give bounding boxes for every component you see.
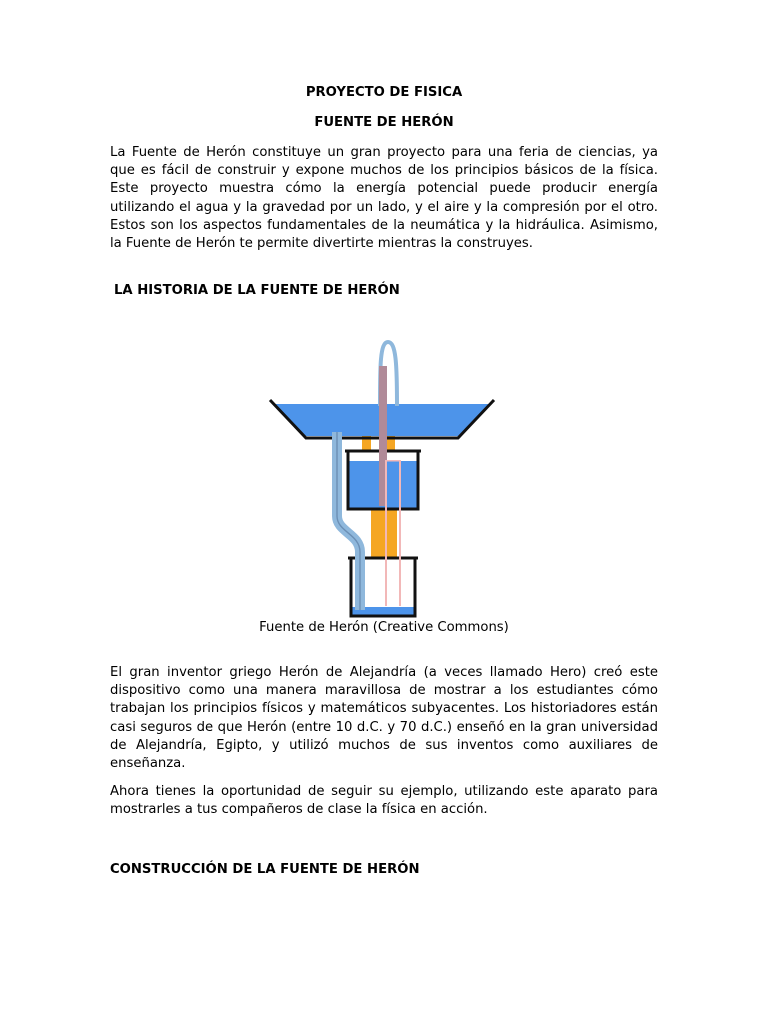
- figure-caption: Fuente de Herón (Creative Commons): [259, 620, 509, 635]
- history-paragraph-1: El gran inventor griego Herón de Alejandría (a veces llamado Hero) creó este dispositivo como una manera maravillosa de mostrar a los estudiantes cómo trabajan los principios físicos y matemáticos subyacentes. Los historiadores están casi seguros de que Herón (entre 10 d.C. y 70 d.C.) enseñó en la gran universidad de Alejandría, Egipto, y utilizó muchos de sus inventos como auxiliares de enseñanza.: [110, 665, 658, 772]
- document-title: PROYECTO DE FISICA: [305, 85, 463, 100]
- history-heading: LA HISTORIA DE LA FUENTE DE HERÓN: [114, 283, 400, 298]
- document-subtitle: FUENTE DE HERÓN: [314, 115, 454, 130]
- intro-paragraph: La Fuente de Herón constituye un gran proyecto para una feria de ciencias, ya que es fácil de construir y expone muchos de los principios básicos de la física. Este proyecto muestra cómo la energía potencial puede producir energía utilizando el agua y la gravedad por un lado, y el aire y la compresión por el otro. Estos son los aspectos fundamentales de la neumática y la hidráulica. Asimismo, la Fuente de Herón te permite divertirte mientras la construyes.: [110, 145, 658, 252]
- construction-heading: CONSTRUCCIÓN DE LA FUENTE DE HERÓN: [110, 862, 420, 877]
- heron-fountain-figure: [262, 320, 506, 620]
- history-paragraph-2: Ahora tienes la oportunidad de seguir su ejemplo, utilizando este aparato para mostrarles a tus compañeros de clase la física en acción.: [110, 784, 658, 818]
